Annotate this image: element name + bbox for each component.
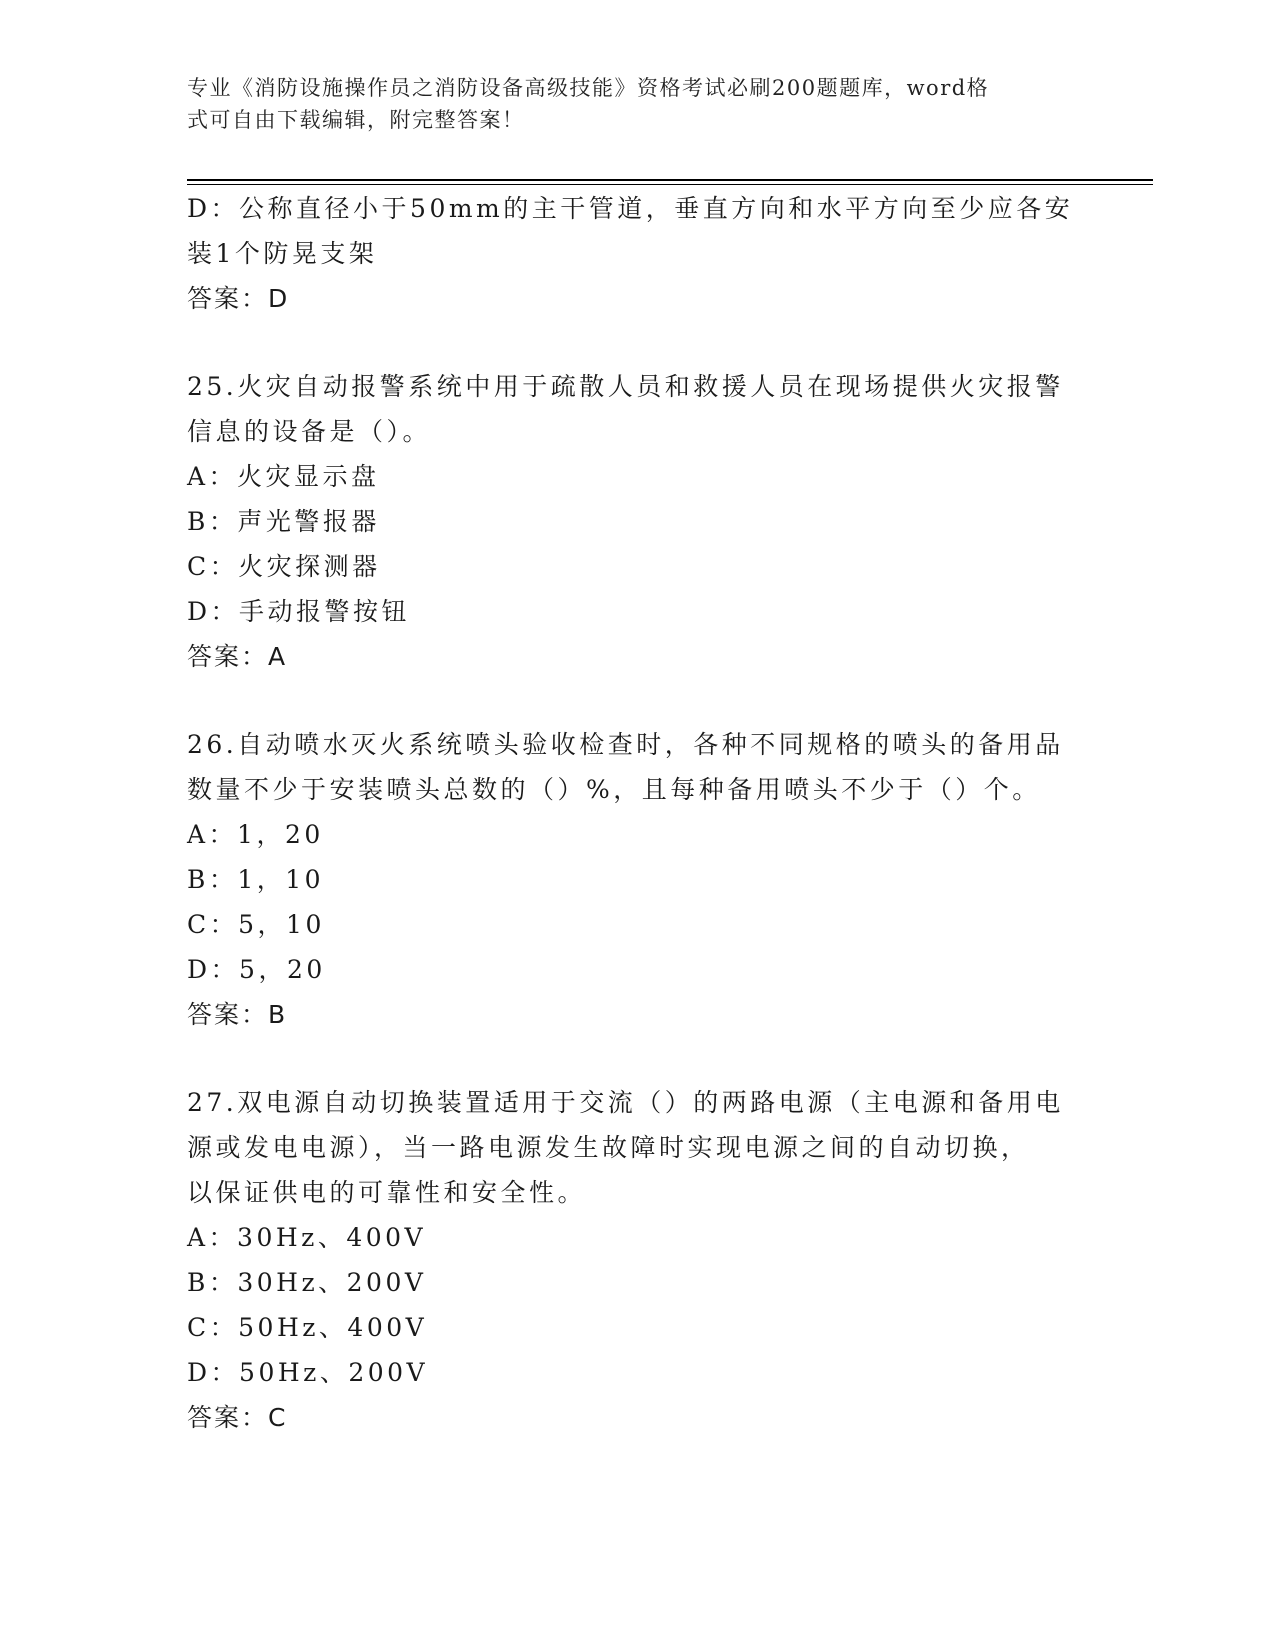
question-stem-line: 25.火灾自动报警系统中用于疏散人员和救援人员在现场提供火灾报警 [187, 372, 1064, 401]
header-line-2: 式可自由下载编辑，附完整答案！ [187, 108, 525, 132]
option-d: D：手动报警按钮 [187, 597, 411, 626]
question-26 [187, 722, 1087, 1037]
answer-line: 答案：B [187, 1000, 288, 1029]
question-stem-line: 27.双电源自动切换装置适用于交流（）的两路电源（主电源和备用电 [187, 1088, 1064, 1117]
question-25 [187, 364, 1087, 679]
question-stem-line: 信息的设备是（）。 [187, 417, 432, 446]
option-c: C：5，10 [187, 910, 325, 939]
header-divider-thick [187, 179, 1153, 181]
option-c: C：50Hz、400V [187, 1313, 428, 1342]
question-24-tail [187, 186, 1087, 321]
option-d-line-2: 装1个防晃支架 [187, 239, 378, 268]
question-stem-line: 数量不少于安装喷头总数的（）%，且每种备用喷头不少于（）个。 [187, 775, 1041, 804]
option-a: A：30Hz、400V [187, 1223, 427, 1252]
question-27 [187, 1080, 1087, 1440]
answer-line: 答案：C [187, 1403, 288, 1432]
option-b: B：1，10 [187, 865, 325, 894]
option-a: A：1，20 [187, 820, 324, 849]
option-d: D：5，20 [187, 955, 326, 984]
header-line-1: 专业《消防设施操作员之消防设备高级技能》资格考试必刷200题题库，word格 [187, 76, 990, 100]
option-b: B：30Hz、200V [187, 1268, 427, 1297]
document-header [187, 72, 1067, 136]
question-stem-line: 26.自动喷水灭火系统喷头验收检查时，各种不同规格的喷头的备用品 [187, 730, 1064, 759]
option-b: B：声光警报器 [187, 507, 380, 536]
question-stem-line: 源或发电电源），当一路电源发生故障时实现电源之间的自动切换， [187, 1133, 1030, 1162]
header-divider-thin [187, 184, 1153, 185]
answer-line: 答案：D [187, 284, 290, 313]
answer-line: 答案：A [187, 642, 288, 671]
option-d-line-1: D：公称直径小于50mm的主干管道，垂直方向和水平方向至少应各安 [187, 194, 1074, 223]
option-a: A：火灾显示盘 [187, 462, 380, 491]
option-d: D：50Hz、200V [187, 1358, 429, 1387]
question-stem-line: 以保证供电的可靠性和安全性。 [187, 1178, 587, 1207]
option-c: C：火灾探测器 [187, 552, 381, 581]
